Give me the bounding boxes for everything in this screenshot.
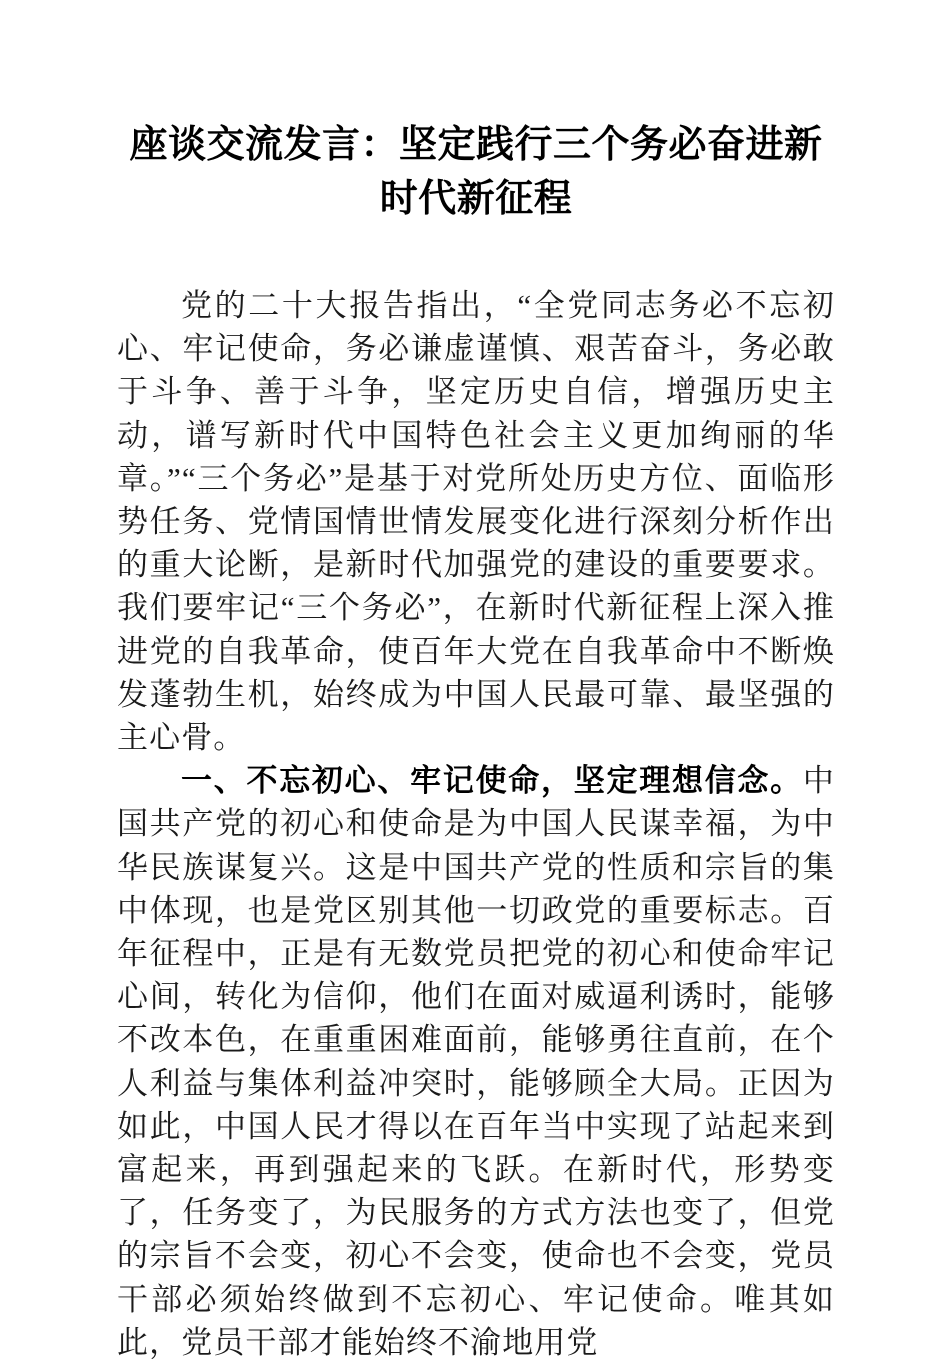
page-title [117, 118, 835, 226]
paragraph-1 [117, 284, 835, 759]
page-title-line-1: 座谈交流发言：坚定践行三个务必奋进新时代 [129, 124, 823, 220]
title-spacer [117, 226, 835, 284]
section-heading-1: 一、不忘初心、牢记使命，坚定理想信念。 [181, 763, 803, 799]
page-title-line-2: 新征程 [456, 178, 573, 220]
paragraph-2 [117, 759, 835, 1364]
paragraph-1-text: 党的二十大报告指出，“全党同志务必不忘初心、牢记使命，务必谦虚谨慎、艰苦奋斗，务必敢于斗争、善于斗争，坚定历史自信，增强历史主动，谱写新时代中国特色社会主义更加绚丽的华章。”“三个务必”是基于对党所处历史方位、面临形势任务、党情国情世情发展变化进行深刻分析作出的重大论断，是新时代加强党的建设的重要要求。我们要牢记“三个务必”，在新时代新征程上深入推进党的自我革命，使百年大党在自我革命中不断焕发蓬勃生机，始终成为中国人民最可靠、最坚强的主心骨。 [117, 288, 835, 756]
document-content [117, 118, 835, 1364]
paragraph-2-text: 中国共产党的初心和使命是为中国人民谋幸福，为中华民族谋复兴。这是中国共产党的性质和宗旨的集中体现，也是党区别其他一切政党的重要标志。百年征程中，正是有无数党员把党的初心和使命牢记心间，转化为信仰，他们在面对威逼利诱时，能够不改本色，在重重困难面前，能够勇往直前，在个人利益与集体利益冲突时，能够顾全大局。正因为如此，中国人民才得以在百年当中实现了站起来到富起来，再到强起来的飞跃。在新时代，形势变了，任务变了，为民服务的方式方法也变了，但党的宗旨不会变，初心不会变，使命也不会变，党员干部必须始终做到不忘初心、牢记使命。唯其如此，党员干部才能始终不渝地用党 [117, 763, 835, 1360]
